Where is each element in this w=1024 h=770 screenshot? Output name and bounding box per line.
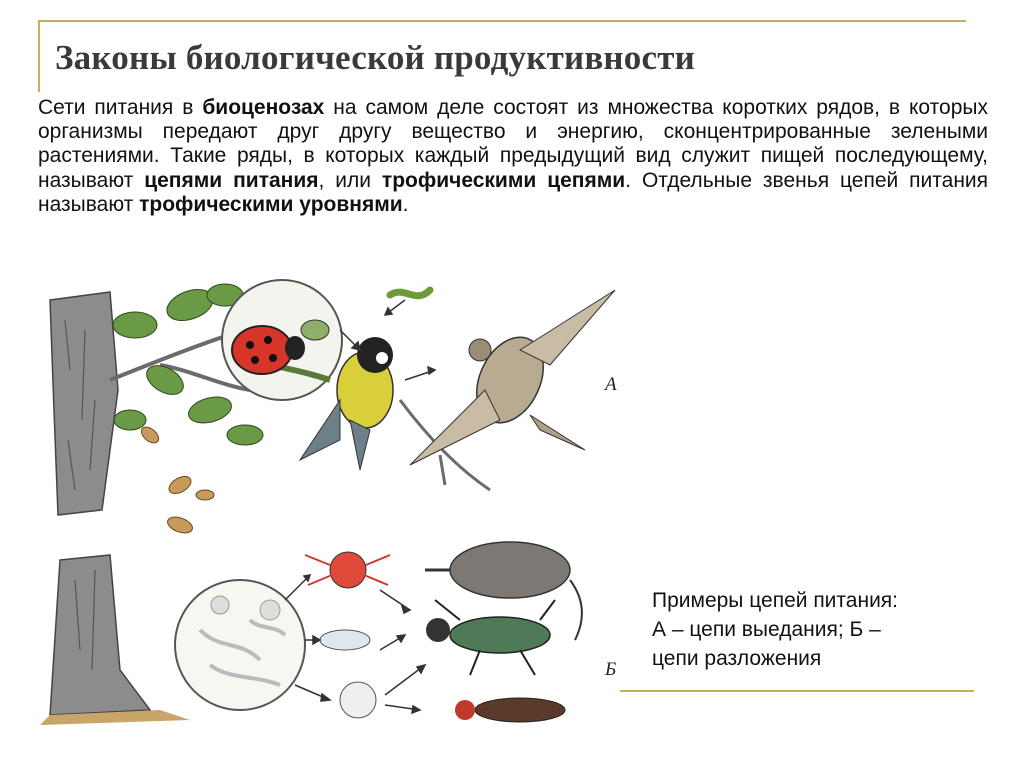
ladybug-icon: [232, 326, 292, 374]
white-mite-icon: [340, 682, 376, 718]
bold-term: трофическими уровнями: [139, 192, 403, 216]
label-chain-a: А: [605, 374, 617, 395]
bold-term: биоценозах: [202, 96, 325, 119]
paragraph-text: на самом деле состоят из множества коротких рядов, в которых организмы передают друг другу вещество и энергию, сконцентрированные зелеными растениями. Такие ряды, в которых каждый предыдущий вид служит пищей последующему, называют: [38, 96, 988, 192]
red-mite-icon: [305, 552, 390, 588]
tree-trunk-top: [50, 292, 118, 515]
bold-term: цепями питания: [144, 168, 319, 192]
caterpillar-icon: [390, 290, 430, 296]
falling-leaves: [138, 424, 214, 536]
paragraph-text: . Отдельные звенья цепей питания называют: [38, 168, 989, 216]
caption-line-1: Примеры цепей питания:: [652, 589, 899, 612]
paragraph-text: .: [402, 192, 409, 216]
rove-beetle-icon: [455, 698, 565, 722]
falcon-icon: [410, 290, 615, 465]
ground-beetle-icon: [426, 600, 555, 675]
title-accent-line: [38, 20, 40, 92]
caption-box: [652, 586, 982, 673]
paragraph-text: , или: [318, 168, 382, 192]
top-accent-line: [38, 20, 966, 22]
caption-line-2: А – цепи выедания; Б –: [652, 618, 881, 641]
food-chain-illustration: [40, 270, 640, 770]
body-paragraph: [38, 96, 988, 217]
caption-accent-line: [620, 690, 974, 692]
springtail-icon: [320, 630, 370, 650]
tree-trunk-bottom: [40, 555, 190, 725]
ladybug-inset: [222, 280, 342, 400]
caption-line-3: цепи разложения: [652, 647, 822, 670]
bold-term: трофическими цепями: [381, 168, 626, 192]
slide-title: Законы биологической продуктивности: [55, 38, 695, 77]
paragraph-text: Сети питания в: [38, 96, 203, 119]
label-chain-b: Б: [605, 659, 617, 680]
